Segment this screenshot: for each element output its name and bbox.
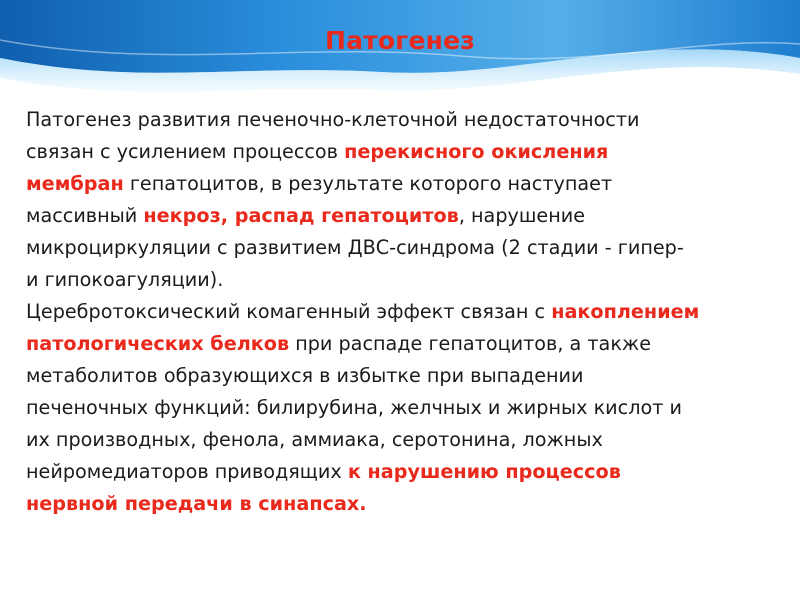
highlighted-text: перекисного окисления [344,140,609,163]
slide-title: Патогенез [324,26,476,55]
paragraph-pathogenesis [26,104,788,296]
highlighted-text: накоплением [551,300,700,323]
header-wave-band [0,0,800,110]
paragraph-cerebrotoxic [26,296,788,520]
body-text-run: микроциркуляции с развитием ДВС-синдрома (2 стадии - гипер- [26,236,684,259]
highlighted-text: некроз, распад гепатоцитов [143,204,459,227]
body-text-run: массивный [26,204,144,227]
body-text-run: гепатоцитов, в результате которого наступает [123,172,613,195]
body-text-run: связан с усилением процессов [26,140,345,163]
body-text-run: печеночных функций: билирубина, желчных и жирных кислот и [26,396,682,419]
slide-body [26,104,788,520]
highlighted-text: к нарушению процессов [347,460,621,483]
body-text-run: , нарушение [458,204,586,227]
body-text-run: и гипокоагуляции). [26,268,224,291]
highlighted-text: нервной передачи в синапсах. [26,492,367,515]
body-text-run: нейромедиаторов приводящих [26,460,348,483]
body-text-run: при распаде гепатоцитов, а также [289,332,651,355]
highlighted-text: мембран [26,172,124,195]
highlighted-text: патологических белков [26,332,290,355]
body-text-run: их производных, фенола, аммиака, серотонина, ложных [26,428,603,451]
body-text-run: Патогенез развития печеночно-клеточной недостаточности [26,108,640,131]
body-text-run: метаболитов образующихся в избытке при выпадении [26,364,584,387]
body-text-run: Церебротоксический комагенный эффект связан с [26,300,552,323]
